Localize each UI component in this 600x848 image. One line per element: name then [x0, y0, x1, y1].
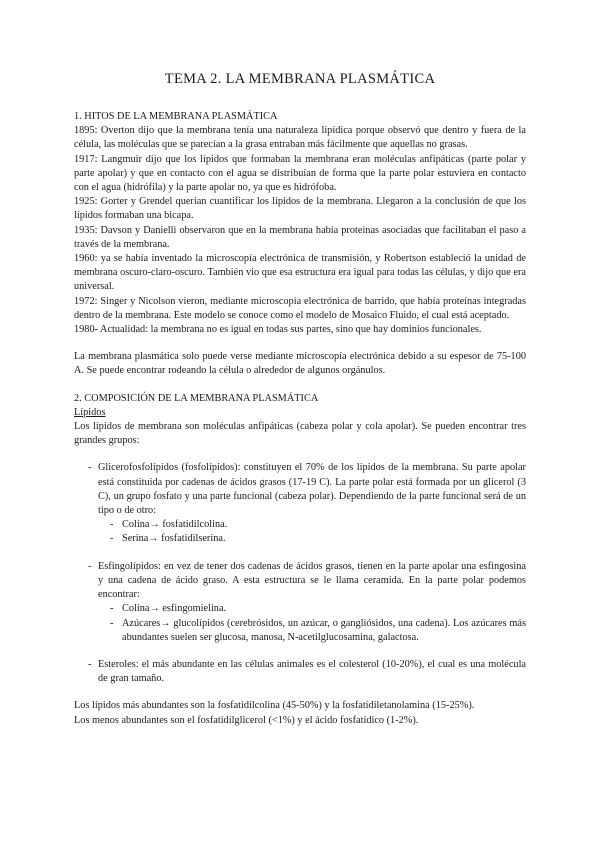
bullet-dash: - — [110, 603, 114, 615]
document-page — [74, 70, 526, 728]
bullet-dash: - — [88, 560, 92, 572]
section-2-heading: 2. COMPOSICIÓN DE LA MEMBRANA PLASMÁTICA — [74, 392, 319, 404]
group-sphingolipids — [74, 560, 526, 603]
milestone-1972: 1972: Singer y Nicolson vieron, mediante microscopía electrónica de barrido, que había proteínas integradas dentro de la membrana. Este modelo se conoce como el modelo de Mosaico Fluido, el cual está aceptado. — [74, 295, 526, 321]
milestone-1895: 1895: Overton dijo que la membrana tenía una naturaleza lipídica porque observó que dentro y fuera de la célula, las moléculas que se parecían a la grasa entraban más fácilmente que aquellas no grasas. — [74, 125, 526, 151]
sub-item-sugars — [74, 617, 526, 645]
page-title: TEMA 2. LA MEMBRANA PLASMÁTICA — [164, 71, 436, 87]
milestone-1925: 1925: Gorter y Grendel querían cuantificar los lípidos de la membrana. Llegaron a la conclusión de que los lípidos formaban una bicapa. — [74, 196, 526, 222]
sub-item-text: Colina→ fosfatidilcolina. — [122, 519, 228, 531]
bullet-dash: - — [110, 617, 114, 629]
sub-item-choline — [74, 518, 526, 532]
lipids-intro: Los lípidos de membrana son moléculas anfipáticas (cabeza polar y cola apolar). Se pueden encontrar tres grandes grupos: — [74, 421, 526, 447]
sub-item-serine — [74, 532, 526, 546]
group-glycerophospholipids — [74, 461, 526, 518]
sub-item-text: Serina→ fosfatidilserina. — [122, 533, 226, 545]
bullet-dash: - — [110, 533, 114, 545]
group-text: Esfingolípidos: en vez de tener dos cadenas de ácidos grasos, tienen en la parte apolar una esfingosina y una cadena de ácido graso. A esta estructura se le llama ceramida. En la parte polar podemos encontrar: — [98, 560, 526, 601]
milestone-1980: 1980- Actualidad: la membrana no es igual en todas sus partes, sino que hay dominios funcionales. — [74, 324, 482, 336]
milestone-1917: 1917: Langmuir dijo que los lípidos que formaban la membrana eran moléculas anfipáticas (parte polar y parte apolar) y que en contacto con el agua se distribuían de forma que la parte polar estuviera en contacto con el agua (hidrófila) y la parte apolar no, ya que es hidrófoba. — [74, 153, 526, 194]
sub-item-text: Colina→ esfingomielina. — [122, 603, 227, 615]
bullet-dash: - — [88, 658, 92, 670]
section-1-heading: 1. HITOS DE LA MEMBRANA PLASMÁTICA — [74, 111, 278, 122]
section-1-closing: La membrana plasmática solo puede verse mediante microscopía electrónica debido a su espesor de 75-100 A. Se puede encontrar rodeando la célula o alrededor de algunos orgánulos. — [74, 351, 526, 377]
milestone-1960: 1960: ya se había inventado la microscopía electrónica de transmisión, y Robertson estableció la unidad de membrana oscuro-claro-oscuro. También vio que esa estructura era igual para todas las células, y dijo que era universal. — [74, 253, 526, 293]
sub-item-text: Azúcares→ glucolípidos (cerebrósidos, un azúcar, o gangliósidos, una cadena). Los azúcares más abundantes suelen ser glucosa, manosa, N-acetilglucosamina, galactosa. — [122, 617, 526, 643]
lipids-subheading: Lípidos — [74, 406, 106, 418]
group-sterols — [74, 658, 526, 686]
milestone-1935: 1935: Davson y Danielli observaron que en la membrana había proteínas asociadas que facilitaban el paso a través de la membrana. — [74, 224, 526, 250]
bullet-dash: - — [88, 462, 92, 474]
sub-item-choline — [74, 602, 526, 616]
group-text: Esteroles: el más abundante en las células animales es el colesterol (10-20%), el cual es una molécula de gran tamaño. — [98, 658, 526, 685]
group-text: Glicerofosfolípidos (fosfolípidos): constituyen el 70% de los lípidos de la membrana. Su parte apolar está constituida por cadenas de ácidos grasos (17-19 C). La parte polar está formada por un glicerol (3 C), un grupo fosfato y una parte funcional (cabeza polar). Dependiendo de la parte funcional será de un tipo o de otro: — [98, 462, 526, 517]
bullet-dash: - — [110, 519, 114, 531]
lipids-outro-least: Los menos abundantes son el fosfatidilglicerol (<1%) y el ácido fosfatídico (1-2%). — [74, 714, 419, 726]
lipids-outro-most: Los lípidos más abundantes son la fosfatidilcolina (45-50%) y la fosfatidiletanolamina (15-25%). — [74, 700, 475, 712]
